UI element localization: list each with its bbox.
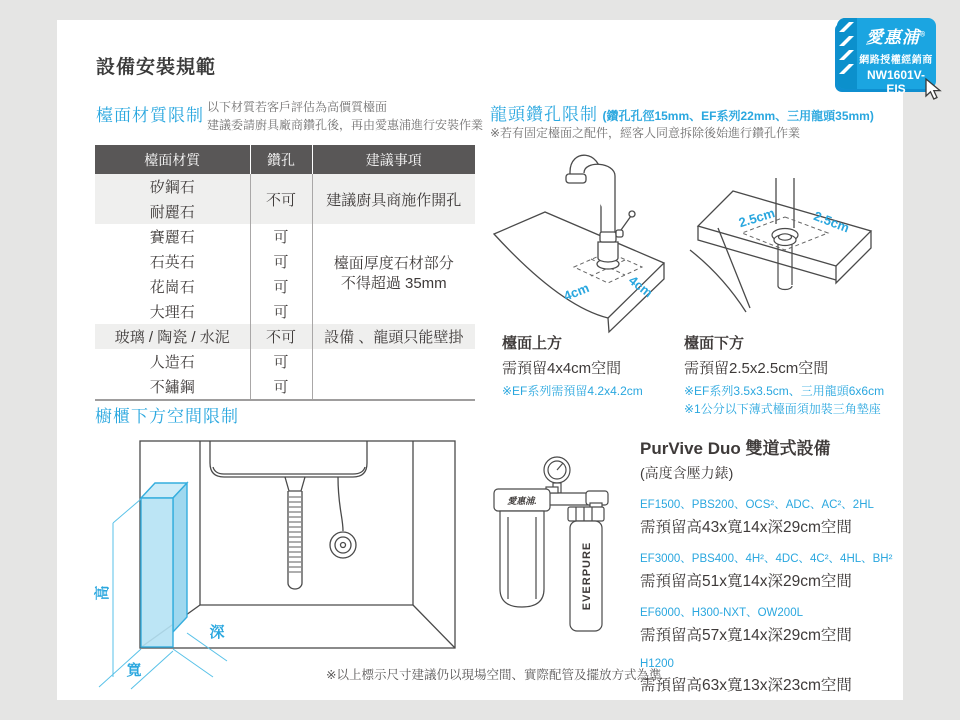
drill-section-title-note: (鑽孔孔徑15mm、EF系列22mm、三用龍頭35mm) xyxy=(602,109,874,123)
table-row xyxy=(95,224,475,249)
purvive-product-drawing xyxy=(482,443,642,663)
drill-section-title: 龍頭鑽孔限制 xyxy=(490,105,598,124)
cell-drill: 可 xyxy=(250,299,312,324)
counter-below-note1: ※EF系列3.5x3.5cm、三用龍頭6x6cm xyxy=(684,384,885,398)
advice-line2: 不得超過 35mm xyxy=(340,275,447,292)
counter-below-info xyxy=(684,332,899,418)
space-requirement: 需預留高57x寬14x深29cm空間 xyxy=(640,627,852,644)
model-list: EF1500、PBS200、OCS²、ADC、AC²、2HL xyxy=(640,499,874,511)
cell-drill: 可 xyxy=(250,374,312,400)
purvive-section xyxy=(640,434,908,695)
cell-material: 矽鋼石 xyxy=(95,174,250,199)
table-header-row xyxy=(95,145,475,174)
drill-section-note: ※若有固定檯面之配件，經客人同意拆除後始進行鑽孔作業 xyxy=(490,126,801,140)
model-list: EF3000、PBS400、4H²、4DC、4C²、4HL、BH² xyxy=(640,553,893,565)
col-header-drill: 鑽孔 xyxy=(250,145,312,174)
cell-advice-empty xyxy=(312,349,475,400)
model-list: EF6000、H300-NXT、OW200L xyxy=(640,607,803,619)
dim-label-width: 寬 xyxy=(126,662,142,679)
material-section-title: 檯面材質限制 xyxy=(96,106,204,125)
cabinet-section-title: 櫥櫃下方空間限制 xyxy=(95,407,239,426)
counter-below-spec: 需預留2.5x2.5cm空間 xyxy=(684,360,829,377)
dim-label-height: 高 xyxy=(94,585,111,601)
purvive-item xyxy=(640,550,908,591)
counter-below-diagram xyxy=(688,178,893,338)
cursor-icon xyxy=(924,78,944,102)
cell-advice xyxy=(312,224,475,324)
cell-drill: 不可 xyxy=(250,324,312,349)
purvive-subtitle: (高度含壓力錶) xyxy=(640,465,734,481)
badge-line2: NW1601V-EIS xyxy=(866,68,926,96)
purvive-item xyxy=(640,496,908,537)
counter-above-spec: 需預留4x4cm空間 xyxy=(502,360,622,377)
everpure-cartridge-label: EVERPURE xyxy=(581,541,593,611)
cell-drill: 可 xyxy=(250,249,312,274)
registered-mark: ® xyxy=(919,31,927,39)
dimension-footnote: ※以上標示尺寸建議仍以現場空間、實際配管及擺放方式為準 xyxy=(326,668,662,682)
cell-material: 花崗石 xyxy=(149,279,195,296)
cell-drill: 可 xyxy=(250,349,312,374)
counter-above-label: 檯面上方 xyxy=(502,335,563,352)
cell-drill: 可 xyxy=(250,274,312,299)
cell-material: 大理石 xyxy=(149,304,195,321)
table-row xyxy=(95,349,475,374)
drill-section-header xyxy=(490,100,874,125)
cell-material: 玻璃 / 陶瓷 / 水泥 xyxy=(95,324,250,349)
cell-material: 石英石 xyxy=(149,254,195,271)
dim-label-25cm-right: 2.5cm xyxy=(811,208,852,236)
purvive-item xyxy=(640,658,908,695)
cell-material: 不鏽鋼 xyxy=(149,379,195,396)
purvive-item xyxy=(640,604,908,645)
material-table xyxy=(95,145,475,401)
cell-advice: 設備 、龍頭只能壁掛 xyxy=(312,324,475,349)
space-requirement: 需預留高43x寬14x深29cm空間 xyxy=(640,519,852,536)
cell-advice: 建議廚具商施作開孔 xyxy=(312,174,475,224)
table-row xyxy=(95,324,475,349)
counter-below-label: 檯面下方 xyxy=(684,335,745,352)
space-requirement: 需預留高51x寬14x深29cm空間 xyxy=(640,573,852,590)
advice-line1: 檯面厚度石材部分 xyxy=(333,255,454,272)
counter-above-info xyxy=(502,332,682,400)
badge-stripes-icon xyxy=(837,18,857,89)
material-desc-line1: 以下材質若客戶評估為高價質檯面 xyxy=(207,100,388,114)
material-desc-line2: 建議委請廚具廠商鑽孔後，再由愛惠浦進行安裝作業 xyxy=(207,118,484,132)
dim-label-25cm-left: 2.5cm xyxy=(736,205,777,231)
cell-material: 耐麗石 xyxy=(95,199,250,224)
cabinet-diagram xyxy=(85,425,480,679)
dim-label-4cm-right: 4cm xyxy=(625,272,656,301)
table-row xyxy=(95,174,475,199)
counter-above-diagram xyxy=(490,146,685,332)
counter-above-note: ※EF系列需預留4.2x4.2cm xyxy=(502,384,643,398)
product-brand-label: 愛惠浦. xyxy=(507,496,537,506)
model-list: H1200 xyxy=(640,658,674,670)
cell-drill: 不可 xyxy=(250,174,312,224)
badge-brand: 愛惠浦® xyxy=(865,28,927,47)
cell-drill: 可 xyxy=(250,224,312,249)
dealer-badge xyxy=(837,18,936,96)
cell-material: 賽麗石 xyxy=(149,229,195,246)
page-title: 設備安裝規範 xyxy=(96,57,217,78)
badge-text xyxy=(859,23,933,96)
space-requirement: 需預留高63x寬13x深23cm空間 xyxy=(640,677,852,694)
col-header-advice: 建議事項 xyxy=(312,145,475,174)
counter-below-note2: ※1公分以下薄式檯面須加裝三角墊座 xyxy=(684,402,881,416)
dim-label-4cm-left: 4cm xyxy=(561,279,592,304)
col-header-material: 檯面材質 xyxy=(95,145,250,174)
badge-line1: 網路授權經銷商 xyxy=(859,55,933,66)
dim-label-depth: 深 xyxy=(209,624,225,641)
purvive-title: PurVive Duo 雙道式設備 xyxy=(640,439,831,458)
cell-material: 人造石 xyxy=(149,354,195,371)
